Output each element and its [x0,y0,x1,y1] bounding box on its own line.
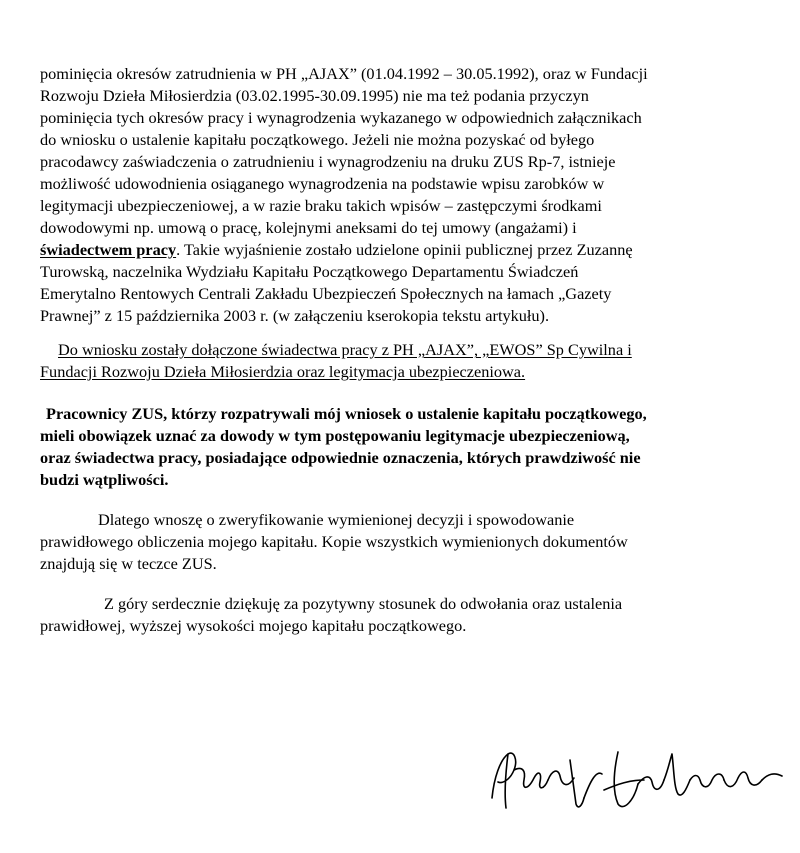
paragraph5-line-1: Z góry serdecznie dziękuję za pozytywny stosunek do odwołania oraz ustalenia [104,594,623,613]
paragraph1-line-6: możliwość udowodnienia osiąganego wynagrodzenia na podstawie wpisu zarobków w [40,174,605,193]
paragraph2-line-1: Do wniosku zostały dołączone świadectwa pracy z PH „AJAX”, „EWOS” Sp Cywilna i [58,340,632,359]
paragraph3-line-4: budzi wątpliwości. [40,470,169,489]
paragraph1-line-5: pracodawcy zaświadczenia o zatrudnieniu i wynagrodzeniu na druku ZUS Rp-7, istnieje [40,152,616,171]
paragraph4-line-1: Dlatego wnoszę o zweryfikowanie wymienionej decyzji i spowodowanie [98,510,575,529]
paragraph1-line-8: dowodowymi np. umową o pracę, kolejnymi aneksami do tej umowy (angażami) i [40,218,577,237]
paragraph3-line-1: Pracownicy ZUS, którzy rozpatrywali mój wniosek o ustalenie kapitału początkowego, [46,404,647,423]
paragraph4-line-2: prawidłowego obliczenia mojego kapitału. Kopie wszystkich wymienionych dokumentów [40,532,628,551]
paragraph3-line-2: mieli obowiązek uznać za dowody w tym postępowaniu legitymacje ubezpieczeniową, [40,426,630,445]
paragraph4-line-3: znajdują się w teczce ZUS. [40,554,217,573]
paragraph1-line-4: do wniosku o ustalenie kapitału początkowego. Jeżeli nie można pozyskać od byłego [40,130,595,149]
paragraph1-line-11: Emerytalno Rentowych Centrali Zakładu Ubezpieczeń Społecznych na łamach „Gazety [40,284,612,303]
handwritten-signature-icon [478,730,798,830]
paragraph1-line-9 [40,240,633,260]
paragraph1-line-7: legitymacji ubezpieczeniowej, a w razie braku takich wpisów – zastępczymi środkami [40,196,602,215]
paragraph1-line-9-rest: . Takie wyjaśnienie zostało udzielone opinii publicznej przez Zuzannę [176,240,633,259]
emphasis-swiadectwem-pracy: świadectwem pracy [40,240,177,259]
paragraph1-line-3: pominięcia tych okresów pracy i wynagrodzenia wykazanego w odpowiednich załącznikach [40,108,642,127]
paragraph5-line-2: prawidłowej, wyższej wysokości mojego kapitału początkowego. [40,616,467,635]
paragraph2-line-2: Fundacji Rozwoju Dzieła Miłosierdzia oraz legitymacja ubezpieczeniowa. [40,362,526,381]
paragraph3-line-3: oraz świadectwa pracy, posiadające odpowiednie oznaczenia, których prawdziwość nie [40,448,641,467]
paragraph1-line-10: Turowską, naczelnika Wydziału Kapitału Początkowego Departamentu Świadczeń [40,262,579,281]
paragraph1-line-2: Rozwoju Dzieła Miłosierdzia (03.02.1995-30.09.1995) nie ma też podania przyczyn [40,86,589,105]
paragraph1-line-12: Prawnej” z 15 października 2003 r. (w załączeniu kserokopia tekstu artykułu). [40,306,550,325]
paragraph1-line-1: pominięcia okresów zatrudnienia w PH „AJAX” (01.04.1992 – 30.05.1992), oraz w Fundacji [40,64,648,83]
